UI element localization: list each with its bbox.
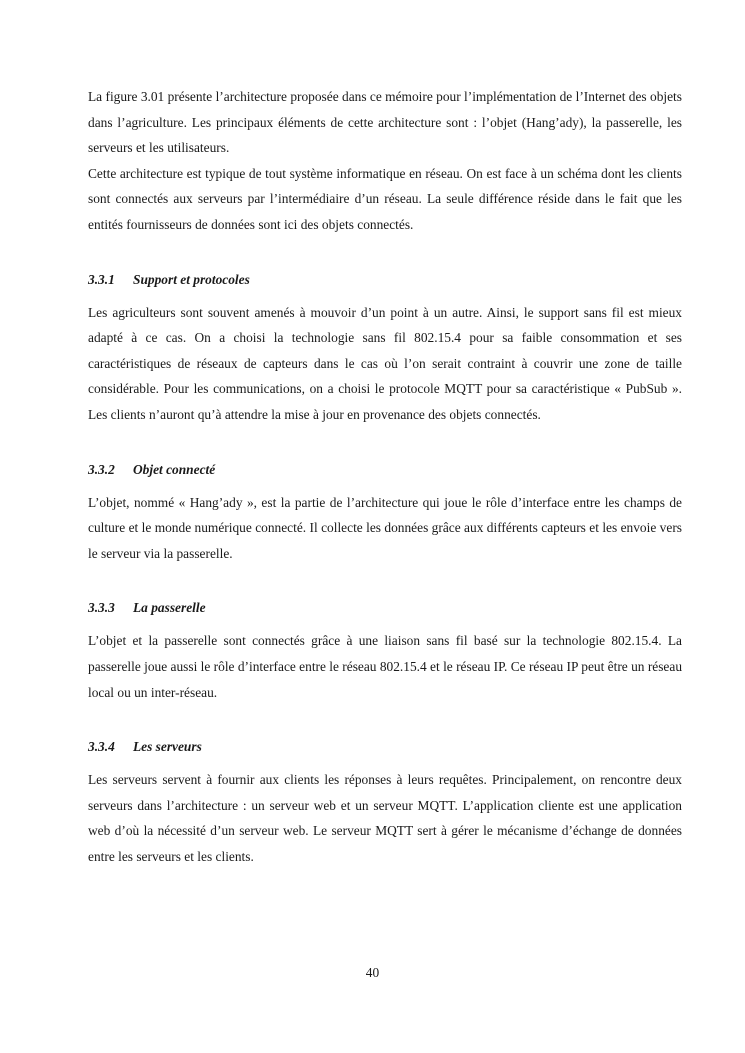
- intro-paragraph-2: Cette architecture est typique de tout système informatique en réseau. On est face à un schéma dont les clients sont connectés aux serveurs par l’intermédiaire d’un réseau. La seule différence réside dans le fait que les entités fournisseurs de données sont ici des objets connectés.: [88, 165, 682, 232]
- section-body: L’objet, nommé « Hang’ady », est la partie de l’architecture qui joue le rôle d’interface entre les champs de culture et le monde numérique connecté. Il collecte les données grâce aux différents capteurs et les envoie vers le serveur via la passerelle.: [88, 494, 682, 561]
- section-body: L’objet et la passerelle sont connectés grâce à une liaison sans fil basé sur la technologie 802.15.4. La passerelle joue aussi le rôle d’interface entre le réseau 802.15.4 et le réseau IP. Ce réseau IP peut être un réseau local ou un inter-réseau.: [88, 633, 683, 700]
- section-passerelle: [88, 598, 682, 705]
- section-number: 3.3.1: [88, 271, 115, 287]
- section-number: 3.3.2: [88, 461, 115, 477]
- section-heading: [88, 737, 682, 757]
- section-heading: [88, 270, 682, 290]
- section-body: Les serveurs servent à fournir aux clients les réponses à leurs requêtes. Principalement, on rencontre deux serveurs dans l’architecture : un serveur web et un serveur MQTT. L’application cliente est une application web d’où la nécessité d’un serveur web. Le serveur MQTT sert à gérer le mécanisme d’échange de données entre les serveurs et les clients.: [88, 772, 682, 864]
- intro-block: [88, 84, 682, 238]
- section-objet-connecte: [88, 460, 682, 567]
- section-title: Les serveurs: [133, 739, 202, 755]
- section-serveurs: [88, 737, 682, 869]
- page-number: 40: [365, 965, 380, 980]
- section-title: La passerelle: [133, 600, 206, 616]
- section-number: 3.3.3: [88, 600, 115, 616]
- section-support-protocoles: [88, 270, 682, 428]
- section-number: 3.3.4: [88, 739, 115, 755]
- document-page: [88, 84, 682, 869]
- intro-paragraph-1: La figure 3.01 présente l’architecture proposée dans ce mémoire pour l’implémentation de l’Internet des objets dans l’agriculture. Les principaux éléments de cette architecture sont : l’objet (Hang’ady), la passerelle, les serveurs et les utilisateurs.: [88, 89, 682, 156]
- section-heading: [88, 598, 682, 618]
- section-title: Support et protocoles: [133, 271, 250, 287]
- section-heading: [88, 460, 682, 480]
- section-body: Les agriculteurs sont souvent amenés à mouvoir d’un point à un autre. Ainsi, le support sans fil est mieux adapté à ce cas. On a choisi la technologie sans fil 802.15.4 pour sa faible consommation et ses caractéristiques de réseaux de capteurs dans le cas où l’on serait contraint à couvrir une zone de taille considérable. Pour les communications, on a choisi le protocole MQTT pour sa caractéristique « PubSub ». Les clients n’auront qu’à attendre la mise à jour en provenance des objets connectés.: [88, 304, 682, 422]
- section-title: Objet connecté: [133, 461, 216, 477]
